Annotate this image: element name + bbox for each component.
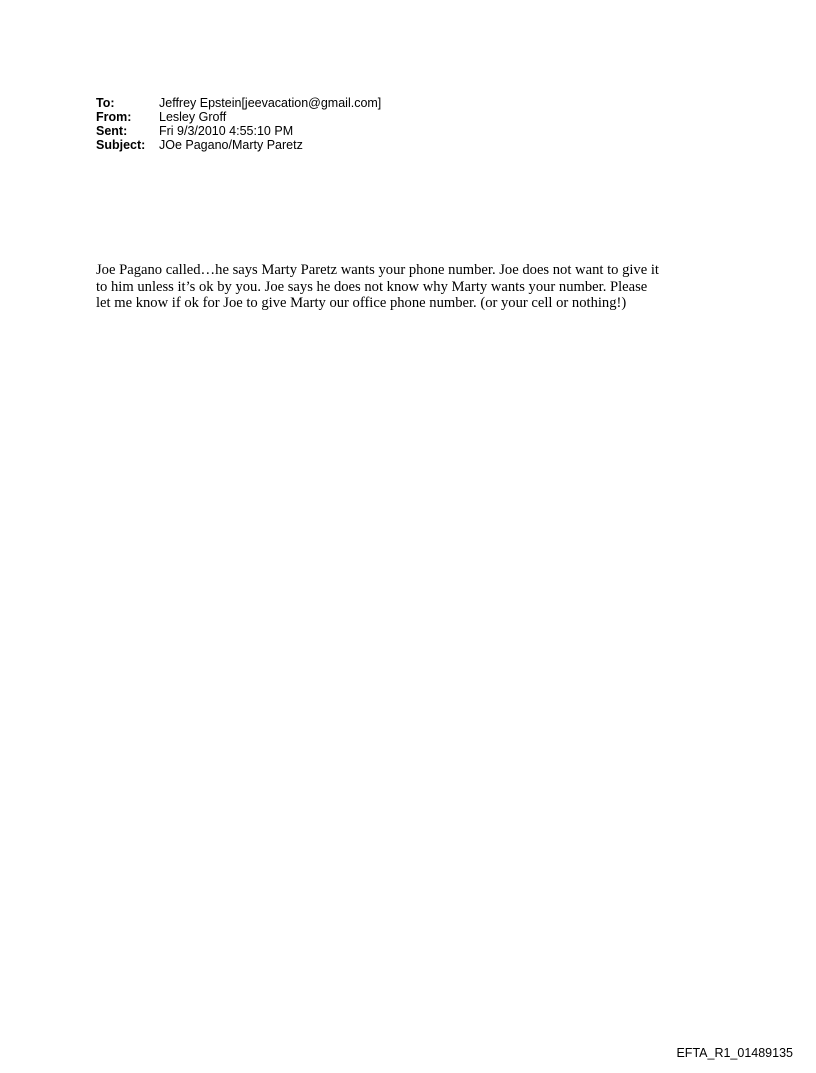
to-label: To: [96, 96, 115, 110]
to-value: Jeffrey Epstein[jeevacation@gmail.com] [159, 96, 382, 110]
body-line: Joe Pagano called…he says Marty Paretz wants your phone number. Joe does not want to give it [96, 262, 659, 278]
email-body [96, 262, 736, 312]
from-label: From: [96, 110, 132, 124]
sent-label: Sent: [96, 124, 128, 138]
subject-label: Subject: [96, 138, 146, 152]
body-line: let me know if ok for Joe to give Marty our office phone number. (or your cell or nothing!) [96, 295, 627, 311]
subject-row [96, 138, 381, 152]
document-id: EFTA_R1_01489135 [676, 1046, 793, 1060]
to-row [96, 96, 381, 110]
from-value: Lesley Groff [159, 110, 227, 124]
email-header [96, 96, 381, 152]
sent-value: Fri 9/3/2010 4:55:10 PM [159, 124, 294, 138]
body-line: to him unless it’s ok by you. Joe says he does not know why Marty wants your number. Please [96, 278, 648, 295]
sent-row [96, 124, 381, 138]
subject-value: JOe Pagano/Marty Paretz [159, 138, 303, 152]
from-row [96, 110, 381, 124]
